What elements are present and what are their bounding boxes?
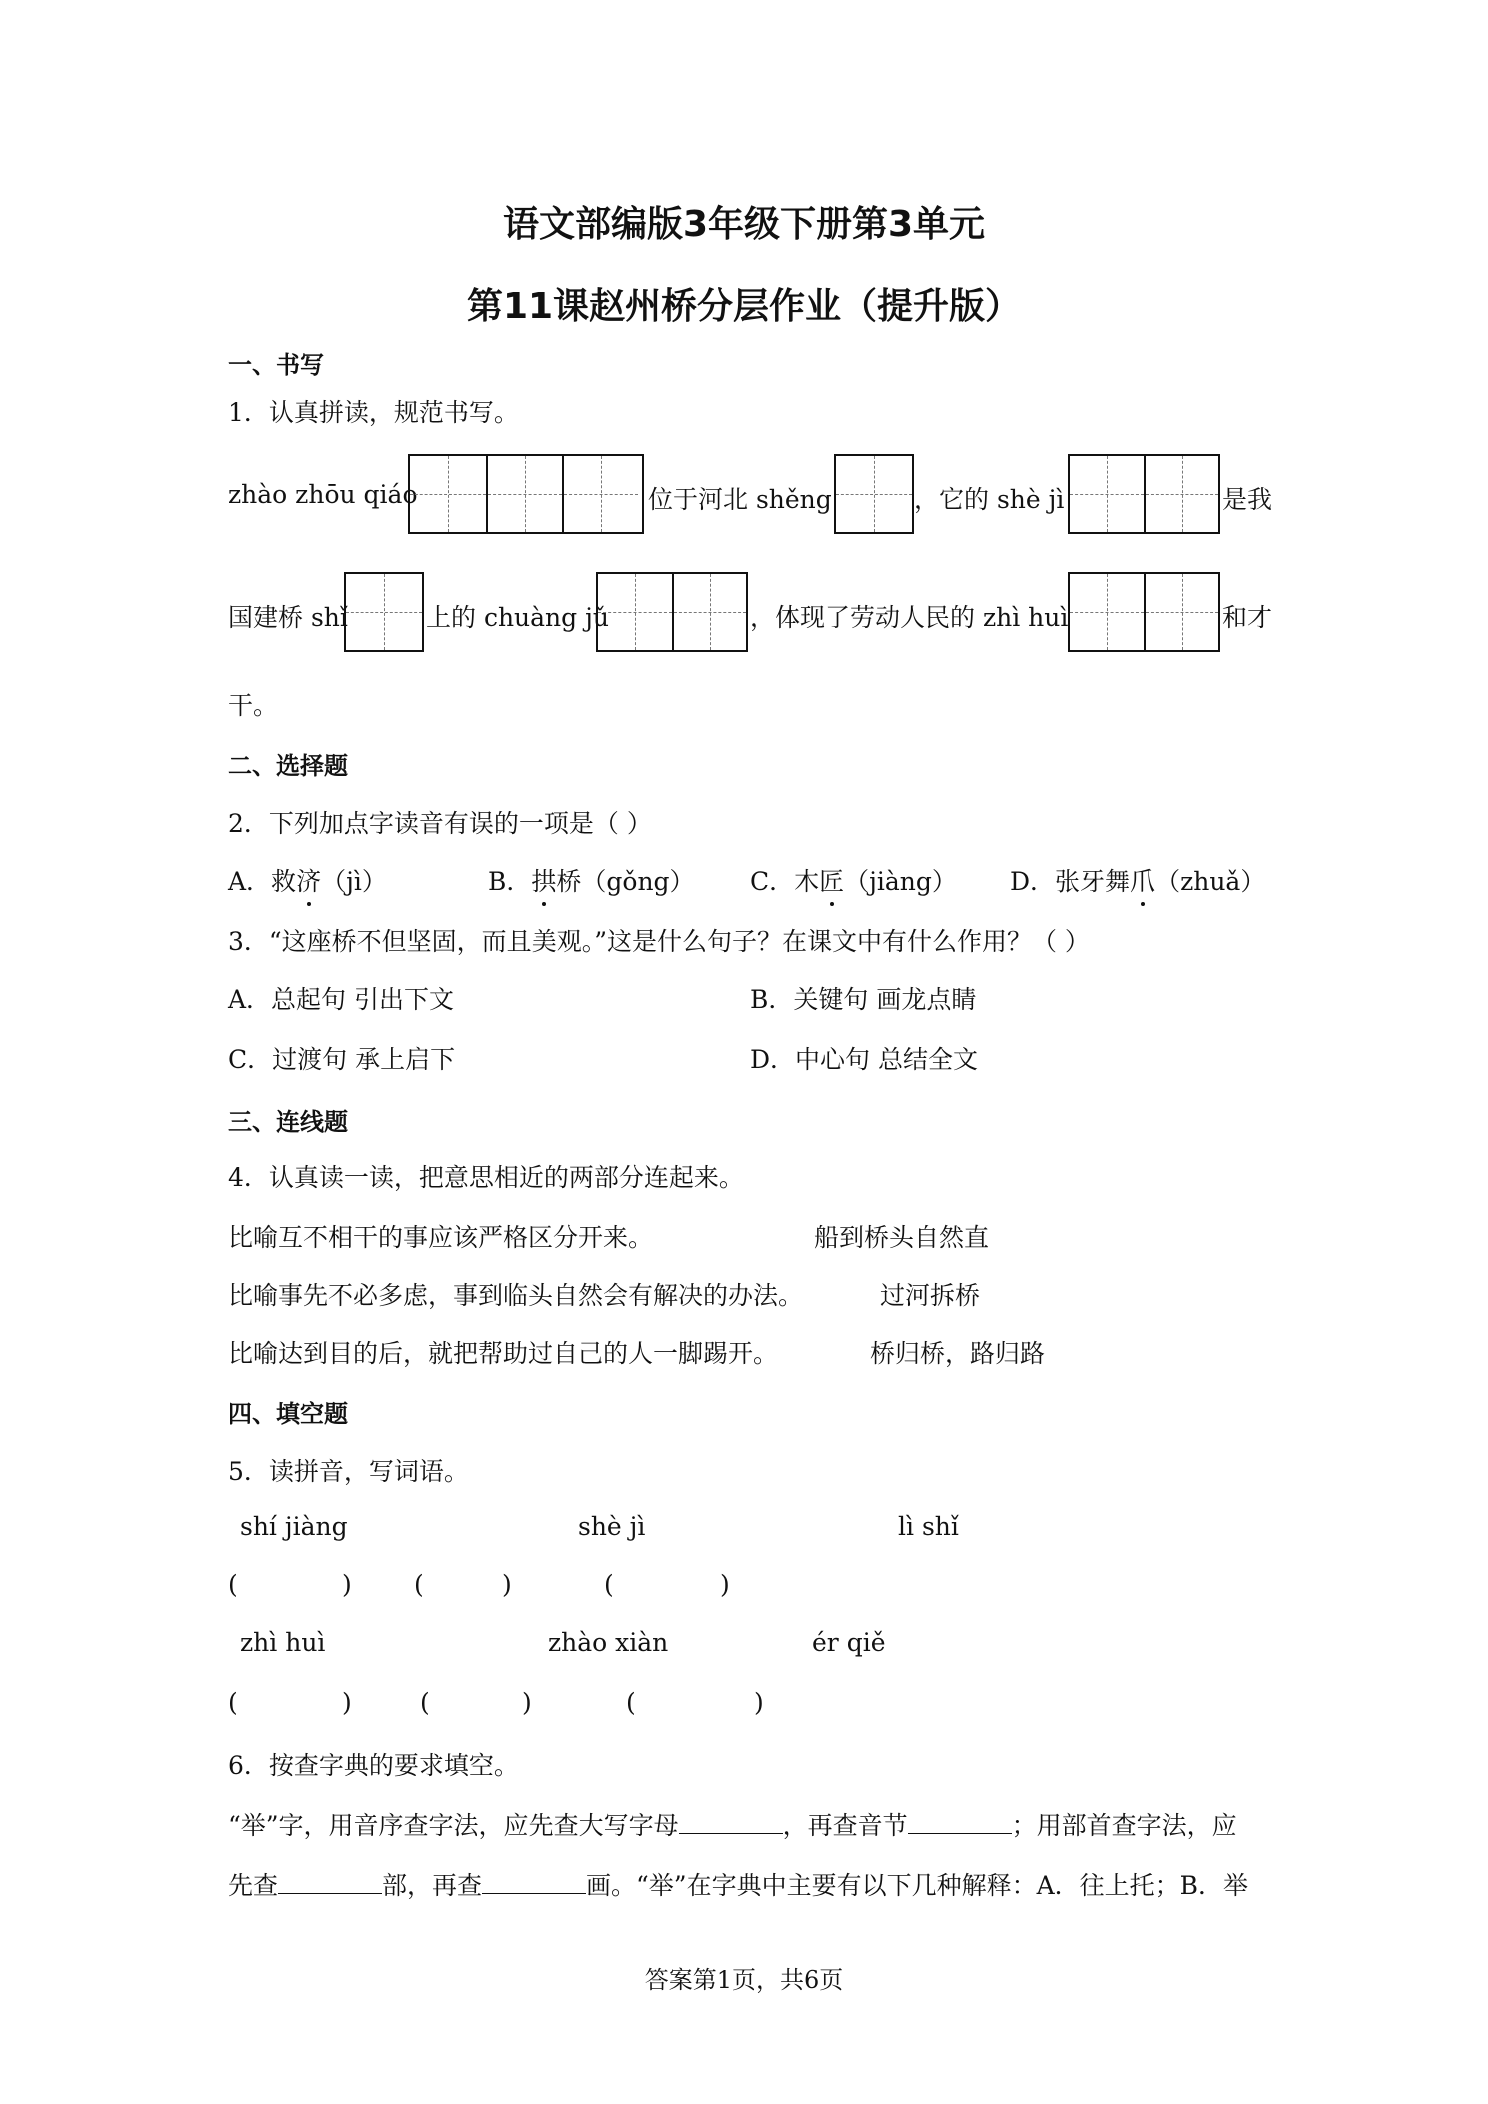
q3-option-a[interactable]: A．总起句 引出下文 (228, 985, 455, 1014)
q1-text-chuangju: 上的 chuàng jǔ (426, 603, 609, 632)
q5-pinyin-3: lì shǐ (898, 1512, 959, 1541)
q6-blank-syllable[interactable] (908, 1811, 1012, 1834)
q1-grid-sheji[interactable] (1068, 454, 1220, 534)
q5-answer-open-3[interactable]: ( (604, 1570, 614, 1599)
q1-text-sheng: 位于河北 shěng (648, 485, 832, 514)
page-title: 语文部编版3年级下册第3单元 (502, 204, 986, 245)
q3-prompt: 3．“这座桥不但坚固，而且美观。”这是什么句子？在课文中有什么作用？（ ） (228, 927, 1090, 956)
q1-text-hecai: 和才 (1222, 603, 1273, 632)
q5-answer-close-1: ) (342, 1570, 352, 1599)
q5-pinyin-2: shè jì (578, 1512, 646, 1541)
q2-option-d[interactable]: D．张牙舞爪（zhuǎ） (1010, 862, 1265, 898)
q4-left-item-1[interactable]: 比喻互不相干的事应该严格区分开来。 (228, 1223, 654, 1252)
section-heading-choice: 二、选择题 (228, 752, 348, 780)
q5-answer-open-5[interactable]: ( (420, 1688, 430, 1717)
q2-dotted-char-c: 匠 (819, 862, 844, 898)
q1-text-shi: 国建桥 shǐ (228, 603, 348, 632)
q5-prompt: 5．读拼音，写词语。 (228, 1457, 469, 1486)
q1-grid-zhihui[interactable] (1068, 572, 1220, 652)
q2-option-a[interactable]: A．救济（jì） (228, 862, 387, 898)
q3-option-d[interactable]: D．中心句 总结全文 (750, 1045, 978, 1074)
q4-right-item-3[interactable]: 桥归桥，路归路 (870, 1339, 1046, 1368)
q6-line-2: 先查 部，再查 画。“举”在字典中主要有以下几种解释：A．往上托；B．举 (228, 1871, 1249, 1900)
q6-prompt: 6．按查字典的要求填空。 (228, 1751, 519, 1780)
q1-grid-chuangju[interactable] (596, 572, 748, 652)
q5-answer-open-1[interactable]: ( (228, 1570, 238, 1599)
q5-pinyin-1: shí jiàng (240, 1512, 348, 1541)
q6-blank-letter[interactable] (679, 1811, 783, 1834)
q5-answer-close-4: ) (342, 1688, 352, 1717)
q6-line-1: “举”字，用音序查字法，应先查大写字母 ，再查音节 ；用部首查字法，应 (228, 1811, 1237, 1840)
q6-blank-strokes[interactable] (482, 1871, 586, 1894)
q5-answer-close-2: ) (502, 1570, 512, 1599)
q3-option-c[interactable]: C．过渡句 承上启下 (228, 1045, 456, 1074)
q1-grid-sheng[interactable] (834, 454, 914, 534)
q5-answer-open-6[interactable]: ( (626, 1688, 636, 1717)
q5-answer-close-5: ) (522, 1688, 532, 1717)
q5-answer-open-4[interactable]: ( (228, 1688, 238, 1717)
q5-answer-close-3: ) (720, 1570, 730, 1599)
q1-prompt: 1．认真拼读，规范书写。 (228, 398, 519, 427)
page-subtitle: 第11课赵州桥分层作业（提升版） (466, 286, 1022, 327)
q1-text-gan: 干。 (228, 691, 279, 720)
q4-left-item-2[interactable]: 比喻事先不必多虑，事到临头自然会有解决的办法。 (228, 1281, 804, 1310)
q1-pinyin-zhaozhouqiao: zhào zhōu qiáo (228, 480, 418, 509)
q5-pinyin-6: ér qiě (812, 1628, 886, 1657)
section-heading-writing: 一、书写 (228, 351, 324, 379)
q5-answer-close-6: ) (754, 1688, 764, 1717)
q4-left-item-3[interactable]: 比喻达到目的后，就把帮助过自己的人一脚踢开。 (228, 1339, 779, 1368)
q1-grid-zhaozhouqiao[interactable] (408, 454, 644, 534)
q3-option-b[interactable]: B．关键句 画龙点睛 (750, 985, 977, 1014)
q5-pinyin-4: zhì huì (240, 1628, 326, 1657)
q1-text-sheji: ，它的 shè jì (914, 485, 1065, 514)
page-footer: 答案第1页，共6页 (644, 1966, 844, 1994)
q1-text-zhihui: ，体现了劳动人民的 zhì huì (750, 603, 1069, 632)
q2-prompt: 2．下列加点字读音有误的一项是（ ） (228, 809, 652, 838)
q2-dotted-char-a: 济 (296, 862, 321, 898)
q2-option-b[interactable]: B．拱桥（gǒng） (488, 862, 695, 898)
section-heading-matching: 三、连线题 (228, 1108, 348, 1136)
q4-right-item-1[interactable]: 船到桥头自然直 (814, 1223, 990, 1252)
q2-dotted-char-b: 拱 (531, 862, 556, 898)
q1-text-shiwo: 是我 (1222, 485, 1273, 514)
q2-option-c[interactable]: C．木匠（jiàng） (750, 862, 957, 898)
q2-dotted-char-d: 爪 (1130, 862, 1155, 898)
q5-pinyin-5: zhào xiàn (548, 1628, 669, 1657)
q1-grid-shi[interactable] (344, 572, 424, 652)
q5-answer-open-2[interactable]: ( (414, 1570, 424, 1599)
section-heading-fill-in: 四、填空题 (228, 1400, 348, 1428)
q4-right-item-2[interactable]: 过河拆桥 (880, 1281, 981, 1310)
q4-prompt: 4．认真读一读，把意思相近的两部分连起来。 (228, 1163, 744, 1192)
q6-blank-radical[interactable] (278, 1871, 382, 1894)
